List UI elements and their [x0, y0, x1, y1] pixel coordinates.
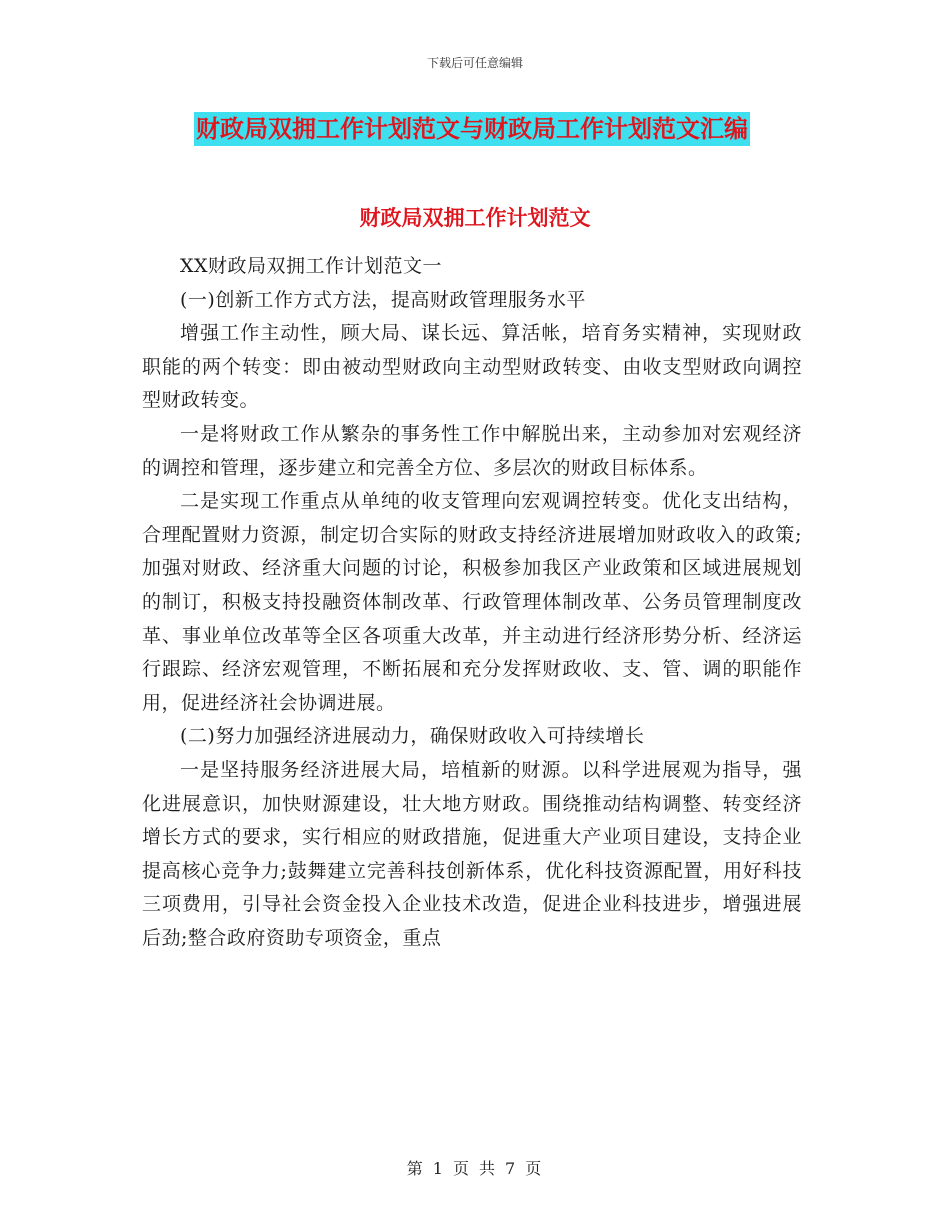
document-body [142, 250, 802, 955]
main-title-container [194, 112, 750, 146]
paragraph: (一)创新工作方式方法，提高财政管理服务水平 [180, 288, 586, 311]
page-label-suffix: 页 [452, 1159, 471, 1178]
current-page-number: 1 [432, 1159, 445, 1178]
total-pages-number: 7 [505, 1159, 518, 1178]
total-label-prefix: 共 [479, 1159, 498, 1178]
paragraph: 增强工作主动性，顾大局、谋长远、算活帐，培育务实精神，实现财政职能的两个转变：即由被动型财政向主动型财政转变、由收支型财政向调控型财政转变。 [142, 322, 802, 412]
section-title: 财政局双拥工作计划范文 [359, 206, 591, 230]
page-label-prefix: 第 [406, 1159, 425, 1178]
paragraph: (二)努力加强经济进展动力，确保财政收入可持续增长 [180, 725, 645, 748]
total-label-suffix: 页 [525, 1159, 544, 1178]
main-title: 财政局双拥工作计划范文与财政局工作计划范文汇编 [194, 112, 750, 146]
header-note: 下载后可任意编辑 [426, 56, 523, 70]
paragraph: 一是坚持服务经济进展大局，培植新的财源。以科学进展观为指导，强化进展意识，加快财源建设，壮大地方财政。围绕推动结构调整、转变经济增长方式的要求，实行相应的财政措施，促进重大产业项目建设，支持企业提高核心竞争力;鼓舞建立完善科技创新体系，优化科技资源配置，用好科技三项费用，引导社会资金投入企业技术改造，促进企业科技进步，增强进展后劲;整合政府资助专项资金，重点 [142, 758, 802, 949]
paragraph: 二是实现工作重点从单纯的收支管理向宏观调控转变。优化支出结构，合理配置财力资源，制定切合实际的财政支持经济进展增加财政收入的政策;加强对财政、经济重大问题的讨论，积极参加我区产业政策和区域进展规划的制订，积极支持投融资体制改革、行政管理体制改革、公务员管理制度改革、事业单位改革等全区各项重大改革，并主动进行经济形势分析、经济运行跟踪、经济宏观管理，不断拓展和充分发挥财政收、支、管、调的职能作用，促进经济社会协调进展。 [142, 490, 802, 714]
page-footer [0, 1156, 950, 1179]
paragraph: XX财政局双拥工作计划范文一 [180, 255, 443, 277]
paragraph: 一是将财政工作从繁杂的事务性工作中解脱出来，主动参加对宏观经济的调控和管理，逐步建立和完善全方位、多层次的财政目标体系。 [142, 422, 802, 479]
